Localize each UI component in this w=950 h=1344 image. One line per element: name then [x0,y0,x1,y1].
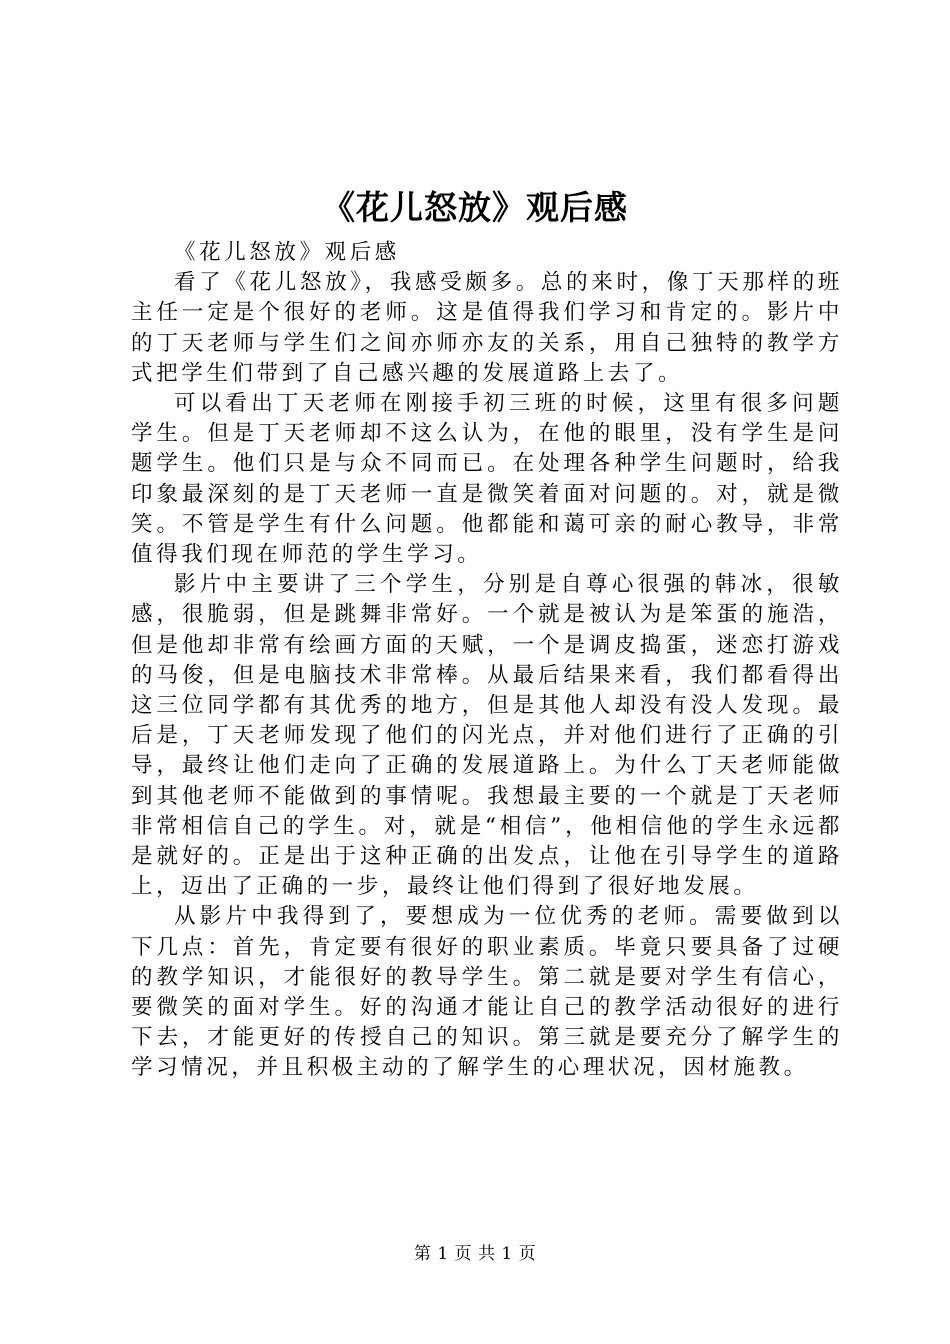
paragraph: 影片中主要讲了三个学生，分别是自尊心很强的韩冰，很敏感，很脆弱，但是跳舞非常好。一个就是被认为是笨蛋的施浩，但是他却非常有绘画方面的天赋，一个是调皮捣蛋，迷恋打游戏的马俊，但是电脑技术非常棒。从最后结果来看，我们都看得出这三位同学都有其优秀的地方，但是其他人却没有没人发现。最后是，丁天老师发现了他们的闪光点，并对他们进行了正确的引导，最终让他们走向了正确的发展道路上。为什么丁天老师能做到其他老师不能做到的事情呢。我想最主要的一个就是丁天老师非常相信自己的学生。对，就是“相信”，他相信他的学生永远都是就好的。正是出于这种正确的出发点，让他在引导学生的道路上，迈出了正确的一步，最终让他们得到了很好地发展。 [131,572,843,900]
paragraph-subtitle: 《花儿怒放》观后感 [174,240,400,265]
paragraph: 从影片中我得到了，要想成为一位优秀的老师。需要做到以下几点：首先，肯定要有很好的职业素质。毕竟只要具备了过硬的教学知识，才能很好的教导学生。第二就是要对学生有信心，要微笑的面对学生。好的沟通才能让自己的教学活动很好的进行下去，才能更好的传授自己的知识。第三就是要充分了解学生的学习情况，并且积极主动的了解学生的心理状况，因材施教。 [131,904,843,1081]
paragraph: 看了《花儿怒放》，我感受颇多。总的来时，像丁天那样的班主任一定是个很好的老师。这是值得我们学习和肯定的。影片中的丁天老师与学生们之间亦师亦友的关系，用自己独特的教学方式把学生们带到了自己感兴趣的发展道路上去了。 [131,270,843,386]
document-body [131,238,843,1084]
page-footer: 第 1 页 共 1 页 [413,1244,537,1264]
page-title: 《花儿怒放》观后感 [322,188,628,227]
paragraph: 可以看出丁天老师在刚接手初三班的时候，这里有很多问题学生。但是丁天老师却不这么认为，在他的眼里，没有学生是问题学生。他们只是与众不同而已。在处理各种学生问题时，给我印象最深刻的是丁天老师一直是微笑着面对问题的。对，就是微笑。不管是学生有什么问题。他都能和蔼可亲的耐心教导，非常值得我们现在师范的学生学习。 [131,391,843,568]
